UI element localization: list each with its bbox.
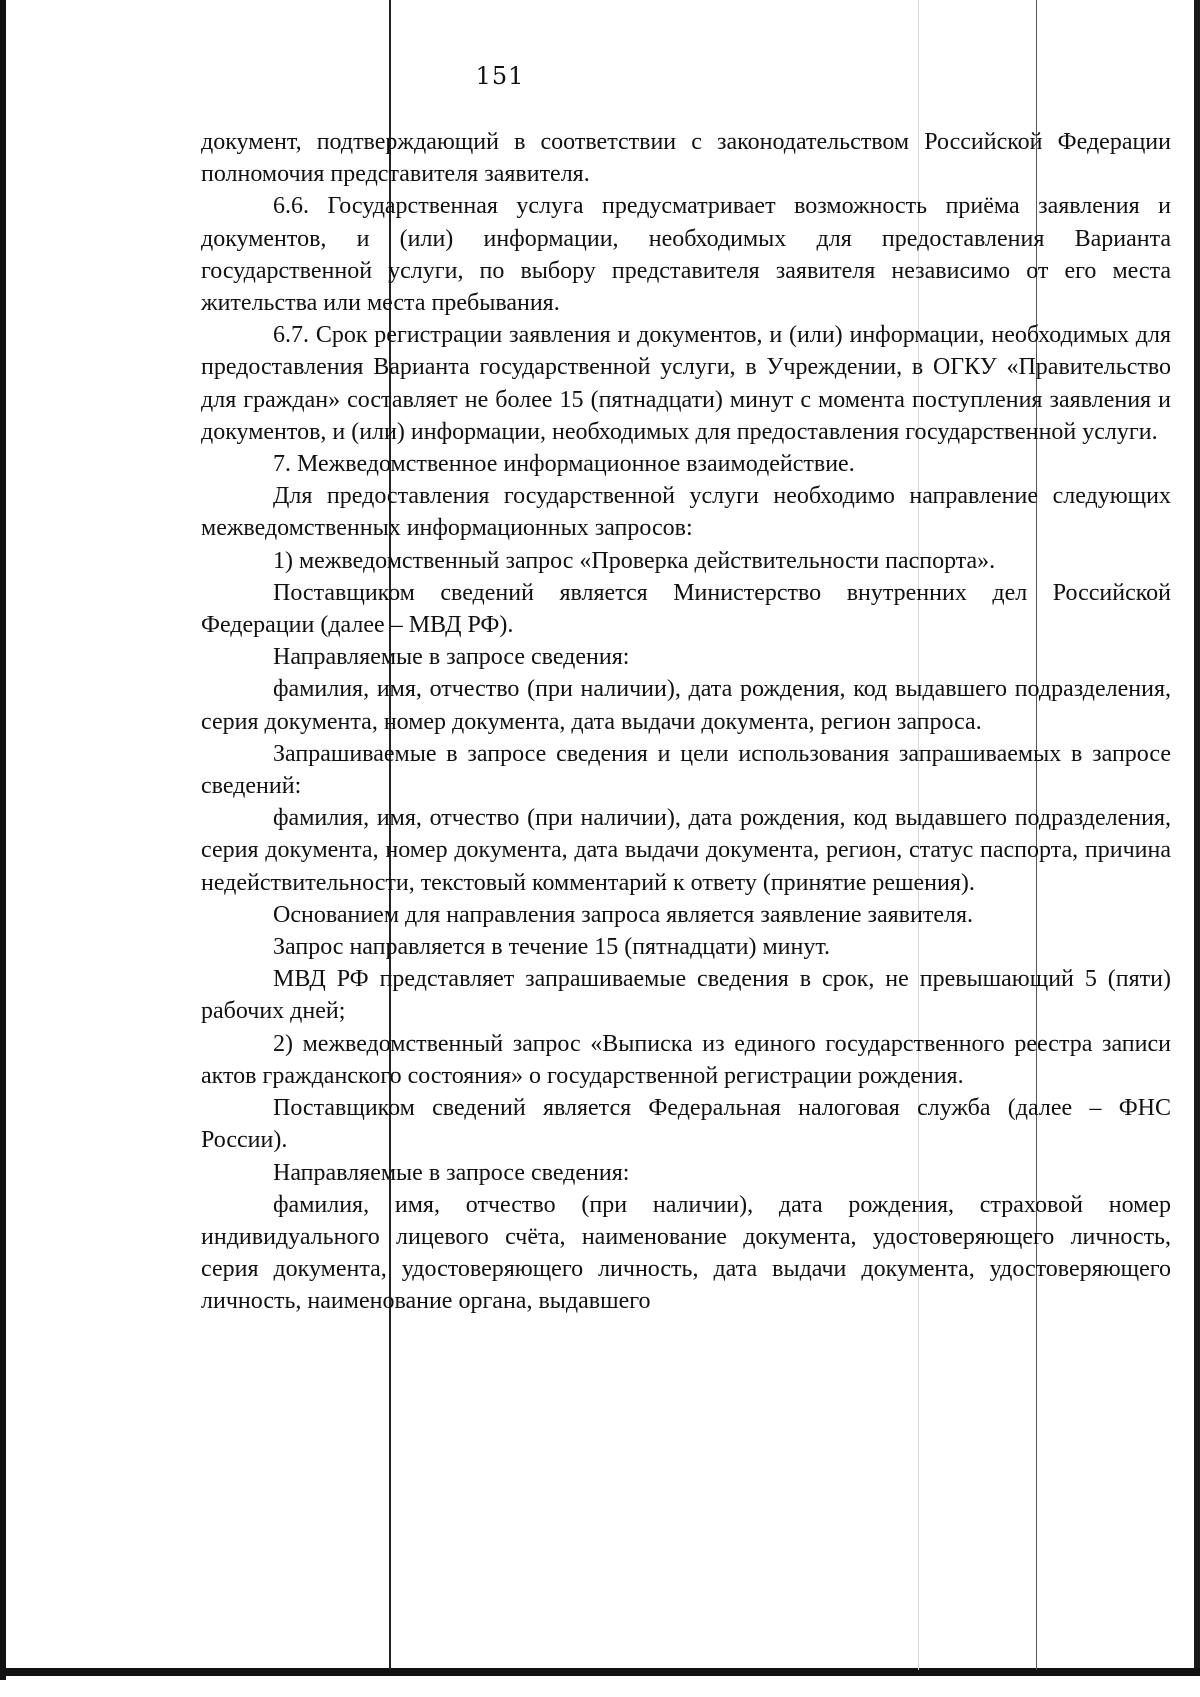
paragraph: Основанием для направления запроса является заявление заявителя. bbox=[273, 901, 974, 928]
paragraph: фамилия, имя, отчество (при наличии), дата рождения, страховой номер индивидуального лицевого счёта, наименование документа, удостоверяющего личность, серия документа, удостоверяющего личность, дата выдачи документа, удостоверяющего личность, наименование органа, выдавшего bbox=[201, 1191, 1171, 1315]
paragraph: документ, подтверждающий в соответствии с законодательством Российской Федерации полномочия представителя заявителя. bbox=[201, 129, 1171, 188]
paragraph: 6.7. Срок регистрации заявления и документов, и (или) информации, необходимых для предоставления Варианта государственной услуги, в Учреждении, в ОГКУ «Правительство для граждан» составляет не более 15 (пятнадцати) минут с момента поступления заявления и документов, и (или) информации, необходимых для предоставления государственной услуги. bbox=[201, 322, 1171, 445]
scan-border-right bbox=[1194, 0, 1200, 1676]
paragraph: Запрашиваемые в запросе сведения и цели использования запрашиваемых в запросе сведений: bbox=[201, 740, 1171, 800]
paragraph: Поставщиком сведений является Министерство внутренних дел Российской Федерации (далее – МВД РФ). bbox=[201, 579, 1171, 639]
paragraph: 1) межведомственный запрос «Проверка действительности паспорта». bbox=[273, 547, 996, 574]
scan-border-left bbox=[0, 0, 6, 1680]
paragraph: фамилия, имя, отчество (при наличии), дата рождения, код выдавшего подразделения, серия документа, номер документа, дата выдачи документа, регион, статус паспорта, причина недействительности, текстовый комментарий к ответу (принятие решения). bbox=[201, 805, 1171, 896]
scan-border-bottom bbox=[0, 1668, 1200, 1676]
paragraph: Запрос направляется в течение 15 (пятнадцати) минут. bbox=[273, 934, 831, 961]
paragraph: Поставщиком сведений является Федеральная налоговая служба (далее – ФНС России). bbox=[201, 1095, 1171, 1154]
paragraph: 7. Межведомственное информационное взаимодействие. bbox=[273, 451, 855, 478]
paragraph: Для предоставления государственной услуги необходимо направление следующих межведомственных информационных запросов: bbox=[201, 483, 1171, 542]
page-number bbox=[0, 62, 1200, 90]
paragraph: 2) межведомственный запрос «Выписка из единого государственного реестра записи актов гражданского состояния» о государственной регистрации рождения. bbox=[201, 1030, 1171, 1089]
paragraph: МВД РФ представляет запрашиваемые сведения в срок, не превышающий 5 (пяти) рабочих дней; bbox=[201, 966, 1171, 1025]
paragraph: 6.6. Государственная услуга предусматривает возможность приёма заявления и документов, и (или) информации, необходимых для предоставления Варианта государственной услуги, по выбору представителя заявителя независимо от его места жительства или места пребывания. bbox=[201, 193, 1171, 317]
page-number-text: 151 bbox=[475, 62, 525, 90]
paragraph: Направляемые в запросе сведения: bbox=[273, 644, 630, 671]
paragraph: фамилия, имя, отчество (при наличии), дата рождения, код выдавшего подразделения, серия документа, номер документа, дата выдачи документа, регион запроса. bbox=[201, 676, 1171, 735]
document-body bbox=[201, 126, 1171, 1318]
paragraph: Направляемые в запросе сведения: bbox=[273, 1159, 630, 1186]
